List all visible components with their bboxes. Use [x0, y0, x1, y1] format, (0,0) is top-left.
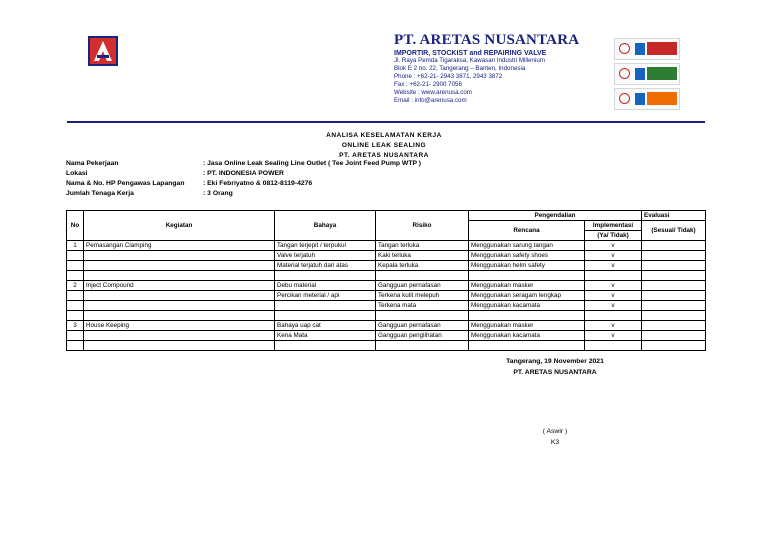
ias-mark-icon	[635, 93, 645, 105]
cell-no: 2	[67, 281, 84, 291]
certification-badge-2	[614, 63, 680, 85]
cell-rencana: Menggunakan helm safety	[469, 261, 585, 271]
cell-impl	[585, 311, 642, 321]
cell-no	[67, 251, 84, 261]
cell-kegiatan	[84, 331, 275, 341]
cell-no	[67, 341, 84, 351]
company-logo	[88, 36, 118, 66]
cell-rencana: Menggunakan masker	[469, 321, 585, 331]
header-bahaya: Bahaya	[275, 211, 376, 241]
cell-impl: v	[585, 241, 642, 251]
cell-rencana: Menggunakan masker	[469, 281, 585, 291]
table-row	[67, 341, 706, 351]
cell-no	[67, 291, 84, 301]
header-implementasi-sub: (Ya/ Tidak)	[585, 231, 642, 241]
cert-seal-icon	[619, 43, 630, 54]
job-info	[66, 159, 421, 199]
header-evaluasi-sub: (Sesuai/ Tidak)	[642, 221, 706, 241]
title-line-3: PT. ARETAS NUSANTARA	[339, 152, 429, 159]
cell-no	[67, 261, 84, 271]
signatory-role: K3	[550, 439, 560, 446]
cell-no	[67, 271, 84, 281]
email-line: Email : info@arenusa.com	[394, 97, 467, 104]
table-header-row	[67, 211, 706, 221]
cell-risiko: Gangguan pernafasan	[376, 321, 469, 331]
table-body	[67, 211, 706, 351]
table-row	[67, 281, 706, 291]
header-implementasi: Implementasi	[585, 221, 642, 231]
cell-no	[67, 311, 84, 321]
cell-impl: v	[585, 251, 642, 261]
table-row	[67, 241, 706, 251]
signature-company: PT. ARETAS NUSANTARA	[513, 369, 597, 376]
cell-bahaya: Percikan meterial / api	[275, 291, 376, 301]
cell-no: 3	[67, 321, 84, 331]
table-row	[67, 311, 706, 321]
info-value: : Eki Febriyatno & 0812-8119-4276	[203, 180, 313, 187]
cell-risiko	[376, 271, 469, 281]
address-line-1: Jl. Raya Pemda Tigaraksa, Kawasan Industri Millenium	[394, 57, 545, 64]
cell-no: 1	[67, 241, 84, 251]
iso-tag-icon	[647, 42, 677, 55]
cell-kegiatan	[84, 341, 275, 351]
document-titles	[0, 131, 768, 161]
cell-impl: v	[585, 291, 642, 301]
company-tagline: IMPORTIR, STOCKIST and REPAIRING VALVE	[394, 50, 547, 57]
info-row	[66, 179, 421, 189]
info-row	[66, 169, 421, 179]
company-header	[394, 32, 579, 105]
cell-bahaya	[275, 271, 376, 281]
cell-rencana: Menggunakan sarung tangan	[469, 241, 585, 251]
certification-badges	[614, 38, 680, 113]
title-line-2: ONLINE LEAK SEALING	[341, 142, 427, 149]
cell-eval	[642, 241, 706, 251]
cert-seal-icon	[619, 68, 630, 79]
cell-kegiatan	[84, 251, 275, 261]
table-row	[67, 291, 706, 301]
cell-rencana: Menggunakan seragam lengkap	[469, 291, 585, 301]
cell-bahaya	[275, 311, 376, 321]
header-risiko: Risiko	[376, 211, 469, 241]
safety-analysis-table	[66, 210, 706, 351]
cell-kegiatan	[84, 291, 275, 301]
cell-risiko: Terkena kulit melepuh	[376, 291, 469, 301]
cell-eval	[642, 311, 706, 321]
cell-impl: v	[585, 301, 642, 311]
cell-risiko: Terkena mata	[376, 301, 469, 311]
info-label: Lokasi	[66, 170, 88, 177]
cell-rencana	[469, 341, 585, 351]
info-label: Nama & No. HP Pengawas Lapangan	[66, 180, 185, 187]
cell-risiko: Tangan terluka	[376, 241, 469, 251]
table-row	[67, 271, 706, 281]
cell-bahaya: Valve terjatuh	[275, 251, 376, 261]
cell-no	[67, 301, 84, 311]
cell-impl	[585, 271, 642, 281]
cell-risiko	[376, 311, 469, 321]
cell-eval	[642, 281, 706, 291]
cell-rencana: Menggunakan kacamata	[469, 331, 585, 341]
signature-place-date: Tangerang, 19 November 2021	[506, 358, 604, 365]
address-line-2: Blok E 2 no. 22, Tangerang – Banten, Indonesia	[394, 65, 526, 72]
cell-eval	[642, 291, 706, 301]
cell-risiko: Kaki terluka	[376, 251, 469, 261]
certification-badge-3	[614, 88, 680, 110]
info-row	[66, 159, 421, 169]
signatory	[0, 426, 768, 448]
info-value: : PT. INDONESIA POWER	[203, 170, 284, 177]
iso-tag-icon	[647, 67, 677, 80]
header-kegiatan: Kegiatan	[84, 211, 275, 241]
table-row	[67, 301, 706, 311]
cell-rencana: Menggunakan safety shoes	[469, 251, 585, 261]
cell-eval	[642, 271, 706, 281]
cell-kegiatan: House Keeping	[84, 321, 275, 331]
cell-kegiatan	[84, 271, 275, 281]
cell-kegiatan	[84, 311, 275, 321]
cell-no	[67, 331, 84, 341]
iso-tag-icon	[647, 92, 677, 105]
cell-bahaya	[275, 301, 376, 311]
cell-eval	[642, 301, 706, 311]
certification-badge-1	[614, 38, 680, 60]
signature-block	[0, 356, 768, 378]
cell-eval	[642, 261, 706, 271]
fax-line: Fax : +62-21- 2900 7056	[394, 81, 462, 88]
info-value: : 3 Orang	[203, 190, 233, 197]
website-line: Website : www.arenusa.com	[394, 89, 472, 96]
info-row	[66, 189, 421, 199]
cell-impl	[585, 341, 642, 351]
cell-bahaya: Kena Mata	[275, 331, 376, 341]
cell-impl: v	[585, 331, 642, 341]
cell-bahaya: Material terjatuh dari atas	[275, 261, 376, 271]
cell-bahaya: Bahaya uap cat	[275, 321, 376, 331]
title-line-1: ANALISA KESELAMATAN KERJA	[326, 132, 442, 139]
phone-line: Phone : +62-21- 2943 3871, 2943 3872	[394, 73, 503, 80]
header-divider	[67, 121, 705, 123]
company-logo-icon	[90, 38, 116, 64]
ias-mark-icon	[635, 68, 645, 80]
cell-rencana	[469, 271, 585, 281]
cell-risiko	[376, 341, 469, 351]
cell-eval	[642, 321, 706, 331]
header-evaluasi: Evaluasi	[642, 211, 706, 221]
cell-rencana: Menggunakan kacamata	[469, 301, 585, 311]
header-rencana: Rencana	[469, 221, 585, 241]
info-label: Nama Pekerjaan	[66, 160, 119, 167]
cell-kegiatan	[84, 301, 275, 311]
cell-eval	[642, 341, 706, 351]
info-label: Jumlah Tenaga Kerja	[66, 190, 134, 197]
info-value: : Jasa Online Leak Sealing Line Outlet ( Tee Joint Feed Pump WTP )	[203, 160, 422, 167]
cell-risiko: Gangguan pernafasan	[376, 281, 469, 291]
cell-bahaya: Debu material	[275, 281, 376, 291]
cell-kegiatan	[84, 261, 275, 271]
table-row	[67, 321, 706, 331]
table-row	[67, 261, 706, 271]
header-no: No	[67, 211, 84, 241]
table-row	[67, 331, 706, 341]
cell-kegiatan: Inject Compound	[84, 281, 275, 291]
cell-kegiatan: Pemasangan Clamping	[84, 241, 275, 251]
cell-risiko: Kepala terluka	[376, 261, 469, 271]
table-row	[67, 251, 706, 261]
cell-eval	[642, 331, 706, 341]
cell-impl: v	[585, 321, 642, 331]
signatory-name: ( Aswir )	[542, 428, 568, 435]
ias-mark-icon	[635, 43, 645, 55]
cert-seal-icon	[619, 93, 630, 104]
company-name: PT. ARETAS NUSANTARA	[394, 32, 580, 48]
cell-eval	[642, 251, 706, 261]
cell-bahaya	[275, 341, 376, 351]
cell-impl: v	[585, 281, 642, 291]
cell-bahaya: Tangan terjepit / terpukul	[275, 241, 376, 251]
cell-rencana	[469, 311, 585, 321]
header-pengendalian: Pengendalian	[469, 211, 642, 221]
cell-impl: v	[585, 261, 642, 271]
cell-risiko: Gangguan penglihatan	[376, 331, 469, 341]
